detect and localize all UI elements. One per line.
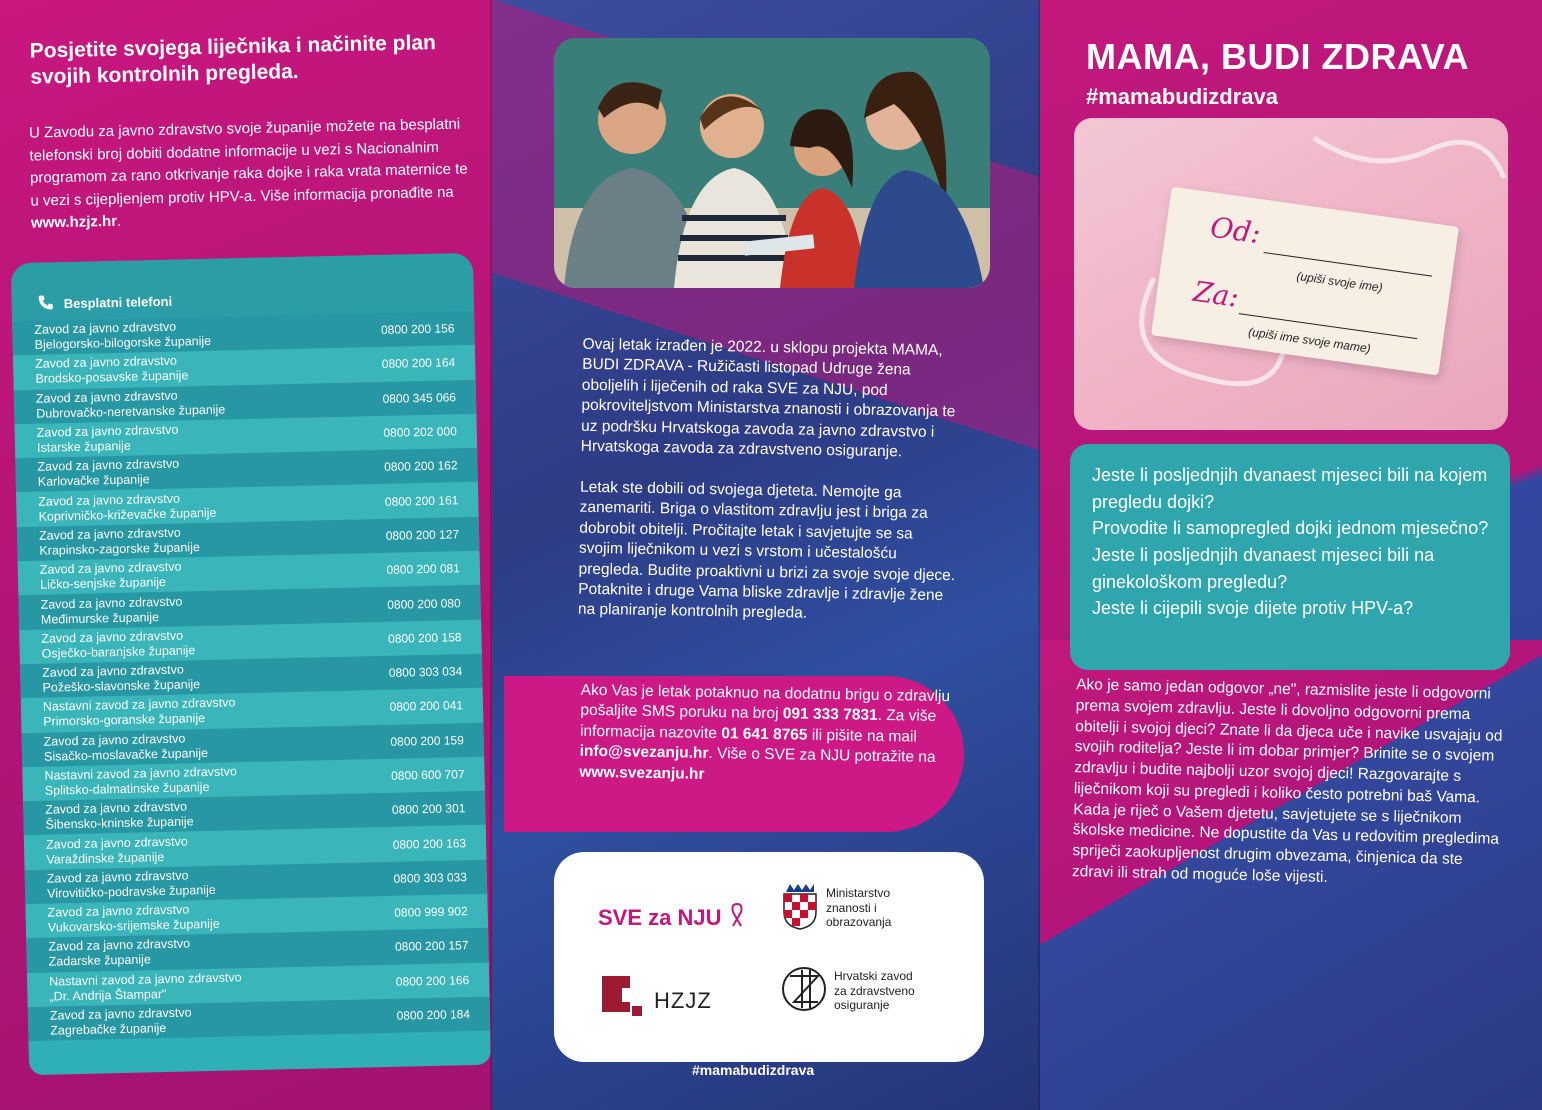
institution-name <box>37 423 179 456</box>
hzzo-mark-icon <box>782 964 826 1017</box>
question-item: Jeste li posljednjih dvanaest mjeseci bili na kojem pregledu dojki? <box>1092 465 1488 512</box>
question-item: Jeste li cijepili svoje dijete protiv HPV-a? <box>1092 598 1414 619</box>
sms-text-3: ili pišite na mail <box>807 726 918 746</box>
institution-type: Nastavni zavod za javno zdravstvo <box>42 695 236 715</box>
project-paragraph: Ovaj letak izrađen je 2022. u sklopu projekta MAMA, BUDI ZDRAVA - Ružičasti listopad Udruge žena oboljelih i liječenih od raka SVE za NJU, pod pokroviteljstvom Ministarstva znanosti i obrazovanja te uz podršku Hrvatskoga zavoda za javno zdravstvo i Hrvatskoga zavoda za zdravstveno osiguranje. <box>580 335 956 461</box>
project-description <box>577 335 962 647</box>
tag-to-hint: (upiši ime svoje mame) <box>1247 324 1372 356</box>
institution-region: Dubrovačko-neretvanske županije <box>36 402 226 421</box>
institution-region: Bjelogorsko-bilogorske županije <box>34 333 212 352</box>
intro-text: U Zavodu za javno zdravstvo svoje županije možete na besplatni telefonski broj dobiti dodatne informacije u vezi s Nacionalnim programom za rano otkrivanje raka dojke i raka vrata maternice te u vezi s cijepljenjem protiv HPV-a. Više informacija pronađite na <box>28 115 468 210</box>
hzzo-logo <box>782 964 924 1017</box>
institution-type: Zavod za javno zdravstvo <box>38 491 181 509</box>
institution-name <box>47 868 216 902</box>
institution-type: Zavod za javno zdravstvo <box>37 456 180 475</box>
institution-name <box>49 970 242 1004</box>
questions-card <box>1070 444 1510 670</box>
phone-number: 0800 200 163 <box>392 835 467 852</box>
question-item: Jeste li posljednjih dvanaest mjeseci bili na ginekološkom pregledu? <box>1092 544 1435 592</box>
institution-name <box>38 490 216 524</box>
institution-region: Primorsko-goranske županije <box>43 711 206 730</box>
phone-number: 0800 303 034 <box>388 664 463 680</box>
institution-type: Zavod za javno zdravstvo <box>39 559 182 577</box>
institution-region: Splitsko-dalmatinske županije <box>44 779 210 798</box>
tag-from-label: Od: <box>1208 210 1263 251</box>
middle-panel <box>492 0 1040 1110</box>
institution-name <box>40 560 182 593</box>
phone-number: 0800 200 081 <box>386 561 461 578</box>
institution-name <box>35 354 189 387</box>
gift-tag-image <box>1074 118 1508 430</box>
sms-number: 091 333 7831 <box>782 705 878 725</box>
institution-name <box>44 731 209 765</box>
institution-region: Varaždinske županije <box>46 849 165 867</box>
institution-type: Zavod za javno zdravstvo <box>48 936 191 955</box>
phone-number: 0800 200 161 <box>384 492 459 509</box>
sms-text-4: . Više o SVE za NJU potražite na <box>708 745 936 767</box>
phone-number: 0800 200 164 <box>381 355 456 372</box>
contact-phone: 01 641 8765 <box>721 725 808 744</box>
institution-name <box>48 937 190 970</box>
institution-type: Zavod za javno zdravstvo <box>40 594 183 612</box>
phone-number: 0800 600 707 <box>391 767 465 783</box>
left-intro <box>29 113 471 235</box>
institution-type: Zavod za javno zdravstvo <box>45 834 188 852</box>
institution-type: Zavod za javno zdravstvo <box>41 662 185 680</box>
institution-region: Ličko-senjske županije <box>39 575 167 592</box>
phone-number: 0800 200 162 <box>384 458 458 475</box>
institution-type: Zavod za javno zdravstvo <box>43 731 186 749</box>
pink-ribbon-icon <box>730 902 744 934</box>
phone-number: 0800 200 166 <box>395 972 470 989</box>
sms-text-2: . Za više informacija nazovite <box>579 707 937 743</box>
tag-from-hint: (upiši svoje ime) <box>1295 268 1384 295</box>
right-panel <box>1040 0 1542 1110</box>
phone-number: 0800 345 066 <box>382 390 457 406</box>
phone-number: 0800 200 184 <box>396 1007 471 1023</box>
phone-list <box>12 311 490 1042</box>
institution-name <box>41 628 195 661</box>
institution-name <box>39 525 200 559</box>
institution-name <box>40 594 182 627</box>
hzjz-mark-icon <box>602 976 646 1026</box>
phone-number: 0800 999 902 <box>394 904 468 920</box>
svezanju-link: www.svezanju.hr <box>579 763 705 783</box>
institution-region: Koprivničko-križevačke županije <box>38 505 217 524</box>
institution-region: Osječko-baranjske županije <box>41 643 196 661</box>
institution-type: Zavod za javno zdravstvo <box>38 525 181 543</box>
ministry-logo <box>782 882 916 933</box>
tag-to-label: Za: <box>1191 274 1241 314</box>
question-item: Provodite li samopregled dojki jednom mjesečno? <box>1092 518 1489 539</box>
phone-directory <box>11 253 491 1075</box>
institution-region: Virovitičko-podravske županije <box>46 882 216 901</box>
phone-number: 0800 202 000 <box>383 424 457 440</box>
institution-type: Zavod za javno zdravstvo <box>46 868 189 886</box>
advice-text: Ako je samo jedan odgovor „ne", razmislite jeste li odgovorni prema svojem zdravlju. Jeste li dovoljno odgovorni prema obitelji i svojoj djeci? Znate li da djeca uče i navike usvajaju od svojih roditelja? Jeste li im dobar primjer? Brinite se o svojem zdravlju i budite najbolji uzor svojoj djeci! Razgovarajte s liječnikom koji su pregledi i koliko često potrebni baš Vama. Kada je riječ o Vašem djetetu, savjetujete se s liječnikom školske medicine. Ne dopustite da Vas u redovitim pregledima spriječi zaokupljenost drugim obvezama, činjenica da ste zdravi ili strah od moguće loše vijesti. <box>1071 676 1503 886</box>
institution-region: Zadarske županije <box>48 952 152 970</box>
institution-type: Zavod za javno zdravstvo <box>45 799 188 818</box>
institution-type: Zavod za javno zdravstvo <box>49 1005 192 1023</box>
institution-type: Nastavni zavod za javno zdravstvo <box>48 970 242 989</box>
left-panel <box>0 0 492 1110</box>
teens-illustration <box>554 38 990 288</box>
croatian-coat-of-arms-icon <box>782 882 818 933</box>
phone-directory-title: Besplatni telefoni <box>63 293 173 311</box>
institution-type: Zavod za javno zdravstvo <box>36 422 179 440</box>
phone-directory-header <box>11 253 474 321</box>
phone-number: 0800 200 157 <box>394 938 469 955</box>
institution-region: Krapinsko-zagorske županije <box>39 540 201 558</box>
institution-region: Šibensko-kninske županije <box>45 814 194 832</box>
institution-type: Zavod za javno zdravstvo <box>41 628 184 646</box>
institution-region: Zagrebačke županije <box>50 1021 167 1038</box>
institution-name <box>42 662 200 696</box>
institution-type: Zavod za javno zdravstvo <box>34 319 177 337</box>
sve-za-nju-label: SVE za NJU <box>598 905 722 930</box>
middle-hashtag: #mamabudizdrava <box>692 1062 815 1078</box>
phone-number: 0800 200 127 <box>385 527 460 543</box>
phone-number: 0800 200 159 <box>390 732 464 749</box>
phone-icon <box>38 294 54 313</box>
phone-number: 0800 200 301 <box>391 801 466 818</box>
institution-name <box>37 457 179 490</box>
phone-number: 0800 303 033 <box>393 870 468 886</box>
institution-region: Istarske županije <box>36 438 131 455</box>
hzzo-label: Hrvatski zavod za zdravstveno osiguranje <box>834 969 915 1012</box>
phone-number: 0800 200 041 <box>389 698 464 715</box>
ministry-label: Ministarstvo znanosti i obrazovanja <box>826 886 892 929</box>
campaign-hashtag: #mamabudizdrava <box>1086 84 1278 109</box>
institution-region: Sisačko-moslavačke županije <box>43 745 209 764</box>
campaign-title: MAMA, BUDI ZDRAVA <box>1086 36 1470 77</box>
sms-info <box>579 681 961 790</box>
institution-region: „Dr. Andrija Štampar" <box>49 986 167 1004</box>
hzjz-logo <box>602 976 712 1026</box>
child-paragraph: Letak ste dobili od svojega djeteta. Nemojte ga zanemariti. Briga o vlastitom zdravlju jest i briga za dobrobit obitelji. Pročitajte letak i savjetujte se sa svojim liječnikom u vezi s vrstom i učestalošću pregleda. Budite proaktivni u brizi za svoje svoje djece. Potaknite i druge Vama bliske zdravlje i zdravlje žene na planiranje kontrolnih pregleda. <box>577 478 956 623</box>
phone-number: 0800 200 080 <box>387 595 461 612</box>
institution-region: Karlovačke županije <box>37 472 150 490</box>
institution-region: Brodsko-posavske županije <box>35 368 189 387</box>
institution-name <box>44 764 237 798</box>
institution-name <box>50 1006 192 1039</box>
contact-email: info@svezanju.hr <box>579 743 709 763</box>
institution-name <box>36 387 226 421</box>
sve-za-nju-logo <box>598 902 744 934</box>
phone-number: 0800 200 158 <box>387 630 462 646</box>
left-headline: Posjetite svojega liječnika i načinite plan svojih kontrolnih pregleda. <box>29 31 437 89</box>
phone-number: 0800 200 156 <box>380 321 455 338</box>
institution-type: Zavod za javno zdravstvo <box>35 388 178 406</box>
partner-logos <box>554 852 984 1062</box>
hzjz-link: www.hzjz.hr <box>30 212 118 232</box>
institution-type: Zavod za javno zdravstvo <box>47 902 190 920</box>
institution-region: Požeško-slavonske županije <box>42 677 201 695</box>
institution-region: Međimurske županije <box>40 609 160 627</box>
institution-type: Zavod za javno zdravstvo <box>34 354 178 372</box>
hzjz-label: HZJZ <box>654 988 712 1013</box>
institution-name <box>47 902 219 936</box>
intro-end: . <box>116 212 122 230</box>
institution-name <box>46 834 188 867</box>
institution-name <box>45 800 194 833</box>
institution-type: Nastavni zavod za javno zdravstvo <box>44 764 238 783</box>
sms-text-1: Ako Vas je letak potaknuo na dodatnu brigu o zdravlju pošaljite SMS poruku na broj <box>580 681 951 723</box>
tag-from-line <box>1263 252 1431 277</box>
institution-name <box>43 696 236 730</box>
teens-photo <box>554 38 990 288</box>
institution-name <box>34 319 211 353</box>
institution-region: Vukovarsko-srijemske županije <box>47 916 220 935</box>
